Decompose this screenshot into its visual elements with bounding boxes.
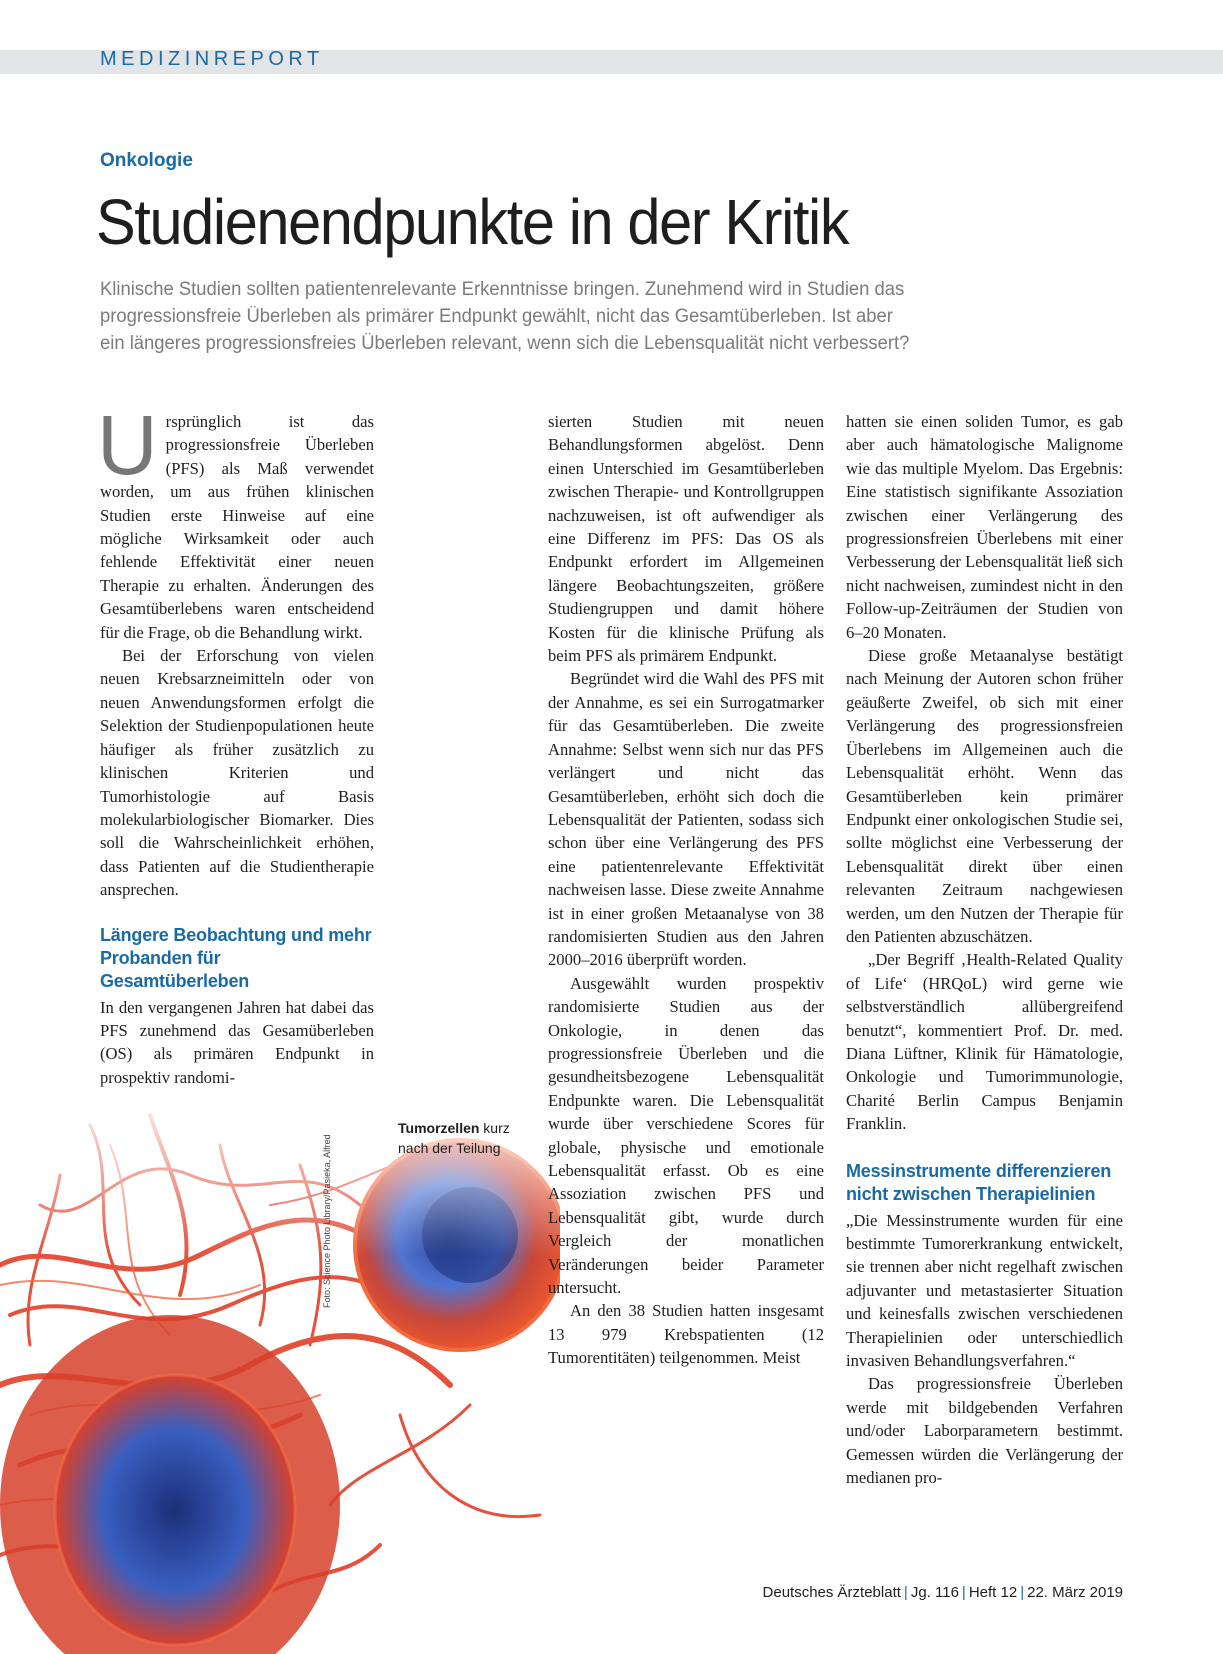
paragraph: An den 38 Studien hatten insgesamt 13 979 Krebspatienten (12 Tumorentitäten) teilgenommen. Meist (548, 1301, 824, 1368)
footer-separator: | (961, 1584, 966, 1601)
tumor-cells-illustration (0, 1085, 560, 1654)
paragraph: „Die Messinstrumente wurden für eine bestimmte Tumorerkrankung entwickelt, sie trennen aber nicht regelhaft zwischen adjuvanter und metastasierter Situation und keinesfalls zwischen verschiedenen Therapielinien oder unterschiedlich invasiven Behandlungsverfahren.“ (846, 1210, 1123, 1371)
journal-name: Deutsches Ärzteblatt (762, 1584, 901, 1601)
article-lead (100, 276, 1120, 357)
lead-line: progressionsfreie Überleben als primärer Endpunkt gewählt, nicht das Gesamtüberleben. Ist aber (100, 306, 893, 327)
footer-separator: | (903, 1584, 908, 1601)
lead-line: ein längeres progressionsfreies Überleben relevant, wenn sich die Lebensqualität nicht verbessert? (100, 333, 910, 354)
caption-bold: Tumorzellen (398, 1120, 480, 1136)
article-kicker: Onkologie (100, 150, 193, 171)
section-label: MEDIZINREPORT (100, 48, 324, 70)
paragraph (97, 398, 374, 644)
drop-cap: U (97, 398, 158, 492)
text-column-3 (846, 410, 1123, 1489)
journal-volume: Jg. 116 (910, 1584, 959, 1601)
figure-caption (398, 1118, 538, 1158)
issue-date: 22. März 2019 (1027, 1584, 1123, 1601)
paragraph: Bei der Erforschung von vielen neuen Krebsarzneimitteln oder von neuen Anwendungsformen erfolgt die Selektion der Studienpopulationen heute häufiger als früher zusätzlich zu klinischen Kriterien und Tumorhistologie auf Basis molekularbiologischer Biomarker. Dies soll die Wahrscheinlichkeit erhöhen, dass Patienten auf die Studientherapie ansprechen. (100, 646, 374, 900)
paragraph: Diese große Metaanalyse bestätigt nach Meinung der Autoren schon früher geäußerte Zweifel, ob sich mit einer Verlängerung des progressionsfreien Überlebens im Allgemeinen auch die Lebensqualität erhöht. Wenn das Gesamtüberleben kein primärer Endpunkt einer onkologischen Studie sei, sollte möglichst eine Verbesserung der Lebensqualität direkt über einen relevanten Zeitraum nachgewiesen werden, um den Nutzen der Therapie für den Patienten abzuschätzen. (846, 646, 1123, 946)
lead-line: Klinische Studien sollten patientenrelevante Erkenntnisse bringen. Zunehmend wird in Studien das (100, 279, 905, 300)
paragraph: Das progressionsfreie Überleben werde mit bildgebenden Verfahren und/oder Laborparametern bestimmt. Gemessen würden die Verlängerung der medianen pro- (846, 1374, 1123, 1488)
photo-credit: Foto: Science Photo Library/Pasieka, Alfred (322, 1134, 332, 1308)
paragraph: In den vergangenen Jahren hat dabei das PFS zunehmend das Gesamüberleben (OS) als primären Endpunkt in prospektiv randomi- (100, 997, 374, 1087)
article-title: Studienendpunkte in der Kritik (96, 186, 849, 258)
text-column-2 (548, 410, 824, 1370)
subheading: Messinstrumente differenzieren nicht zwischen Therapielinien (846, 1160, 1112, 1204)
paragraph: hatten sie einen soliden Tumor, es gab aber auch hämatologische Malignome wie das multiple Myelom. Das Ergebnis: Eine statistisch signifikante Assoziation zwischen einer Verlängerung des progressionsfreien Überlebens mit einer Verbesserung der Lebensqualität ließ sich nicht nachweisen, zumindest nicht in den Follow-up-Zeiträumen der Studien von 6–20 Monaten. (846, 412, 1123, 642)
paragraph: Ausgewählt wurden prospektiv randomisierte Studien aus der Onkologie, in denen das progressionsfreie Überleben und die gesundheitsbezogene Lebensqualität Endpunkte waren. Die Lebensqualität wurde über verschiedene Scores für globale, physische und emotionale Lebensqualität erfasst. Ob es eine Assoziation zwischen PFS und Lebensqualität gibt, wurde durch Vergleich der monatlichen Veränderungen beider Parameter untersucht. (548, 973, 824, 1298)
subheading: Längere Beobachtung und mehr Probanden für Gesamtüberleben (100, 924, 372, 991)
paragraph: Begründet wird die Wahl des PFS mit der Annahme, es sei ein Surrogatmarker für das Gesamtüberleben. Die zweite Annahme: Selbst wenn sich nur das PFS verlängert und nicht das Gesamtüberleben, erhöht sich doch die Lebensqualität der Patienten, sodass sich schon über eine Verlängerung des PFS eine patientenrelevante Effektivität nachweisen lasse. Diese zweite Annahme ist in einer großen Metaanalyse von 38 randomisierten Studien aus den Jahren 2000–2016 überprüft worden. (548, 669, 824, 970)
caption-text: kurz nach der Teilung (398, 1120, 510, 1156)
footer-separator: | (1020, 1584, 1025, 1601)
text-column-1 (97, 398, 374, 1089)
page-footer (763, 1584, 1123, 1601)
paragraph: „Der Begriff ‚Health-Related Quality of Life‘ (HRQoL) wird gerne wie selbstverständlich allübergreifend benutzt“, kommentiert Prof. Dr. med. Diana Lüftner, Klinik für Hämatologie, Onkologie und Tumorimmunologie, Charité Berlin Campus Benjamin Franklin. (846, 950, 1123, 1134)
journal-issue: Heft 12 (968, 1584, 1018, 1601)
paragraph: sierten Studien mit neuen Behandlungsformen abgelöst. Denn einen Unterschied im Gesamtüberleben zwischen Therapie- und Kontrollgruppen nachzuweisen, ist oft aufwendiger als eine Differenz im PFS: Das OS als Endpunkt erfordert im Allgemeinen längere Beobachtungszeiten, größere Studiengruppen und damit höhere Kosten für die klinische Prüfung als beim PFS als primärem Endpunkt. (548, 412, 824, 666)
paragraph-text: rsprünglich ist das progressionsfreie Überleben (PFS) als Maß verwendet worden, um aus frühen klinischen Studien erste Hinweise auf eine mögliche Wirksamkeit oder auch fehlende Effektivität einer neuen Therapie zu erhalten. Änderungen des Gesamtüberlebens waren entscheidend für die Frage, ob die Behandlung wirkt. (100, 412, 374, 642)
